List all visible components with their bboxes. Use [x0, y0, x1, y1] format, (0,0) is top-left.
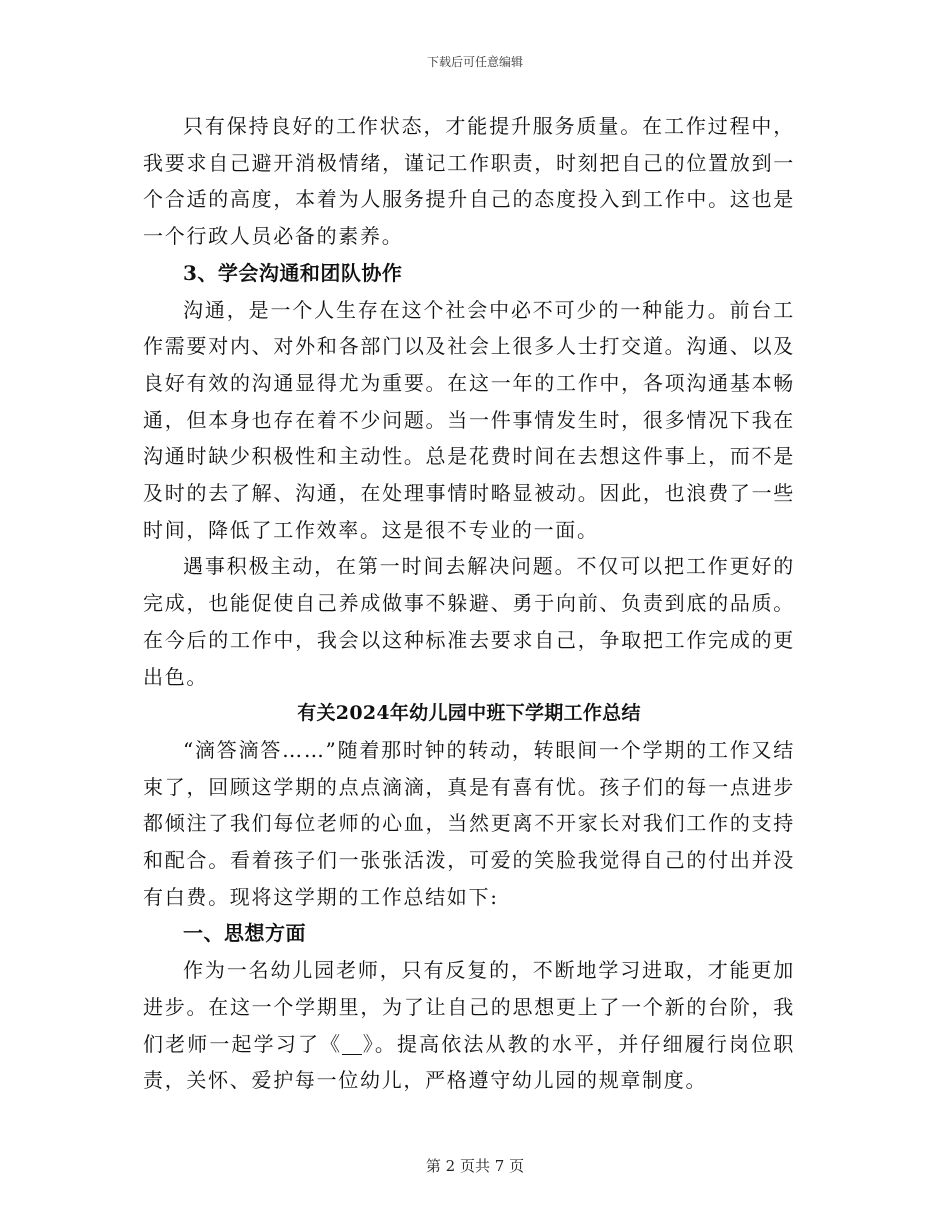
fill-in-blank: [342, 1034, 362, 1055]
paragraph-proactive: 遇事积极主动，在第一时间去解决问题。不仅可以把工作更好的完成，也能促使自己养成做事不躲避、勇于向前、负责到底的品质。在今后的工作中，我会以这种标准去要求自己，争取把工作完成的更出色。: [143, 554, 795, 689]
paragraph-thought: [143, 952, 795, 1099]
document-body: [143, 108, 795, 1099]
page-header: 下载后可任意编辑: [426, 55, 523, 69]
section-heading-communication: 3、学会沟通和团队协作: [183, 260, 403, 285]
paragraph-thought-part2: 》。提高依法从教的水平，并仔细履行岗位职责，关怀、爱护每一位幼儿，严格遵守幼儿园的规章制度。: [143, 1031, 795, 1093]
paragraph-work-state: 只有保持良好的工作状态，才能提升服务质量。在工作过程中，我要求自己避开消极情绪，谨记工作职责，时刻把自己的位置放到一个合适的高度，本着为人服务提升自己的态度投入到工作中。这也是一个行政人员必备的素养。: [143, 114, 795, 249]
paragraph-communication: 沟通，是一个人生存在这个社会中必不可少的一种能力。前台工作需要对内、对外和各部门以及社会上很多人士打交道。沟通、以及良好有效的沟通显得尤为重要。在这一年的工作中，各项沟通基本畅通，但本身也存在着不少问题。当一件事情发生时，很多情况下我在沟通时缺少积极性和主动性。总是花费时间在去想这件事上，而不是及时的去了解、沟通，在处理事情时略显被动。因此，也浪费了一些时间，降低了工作效率。这是很不专业的一面。: [143, 297, 795, 542]
page-footer: 第 2 页共 7 页: [425, 1157, 525, 1175]
article-title: 有关2024年幼儿园中班下学期工作总结: [297, 702, 641, 725]
paragraph-thought-part1: 作为一名幼儿园老师，只有反复的，不断地学习进取，才能更加进步。在这一个学期里，为了让自己的思想更上了一个新的台阶，我们老师一起学习了《: [143, 958, 795, 1056]
paragraph-intro: “滴答滴答……”随着那时钟的转动，转眼间一个学期的工作又结束了，回顾这学期的点点滴滴，真是有喜有忧。孩子们的每一点进步都倾注了我们每位老师的心血，当然更离不开家长对我们工作的支持和配合。看着孩子们一张张活泼，可爱的笑脸我觉得自己的付出并没有白费。现将这学期的工作总结如下:: [143, 737, 795, 909]
section-heading-thought: 一、思想方面: [183, 921, 306, 946]
